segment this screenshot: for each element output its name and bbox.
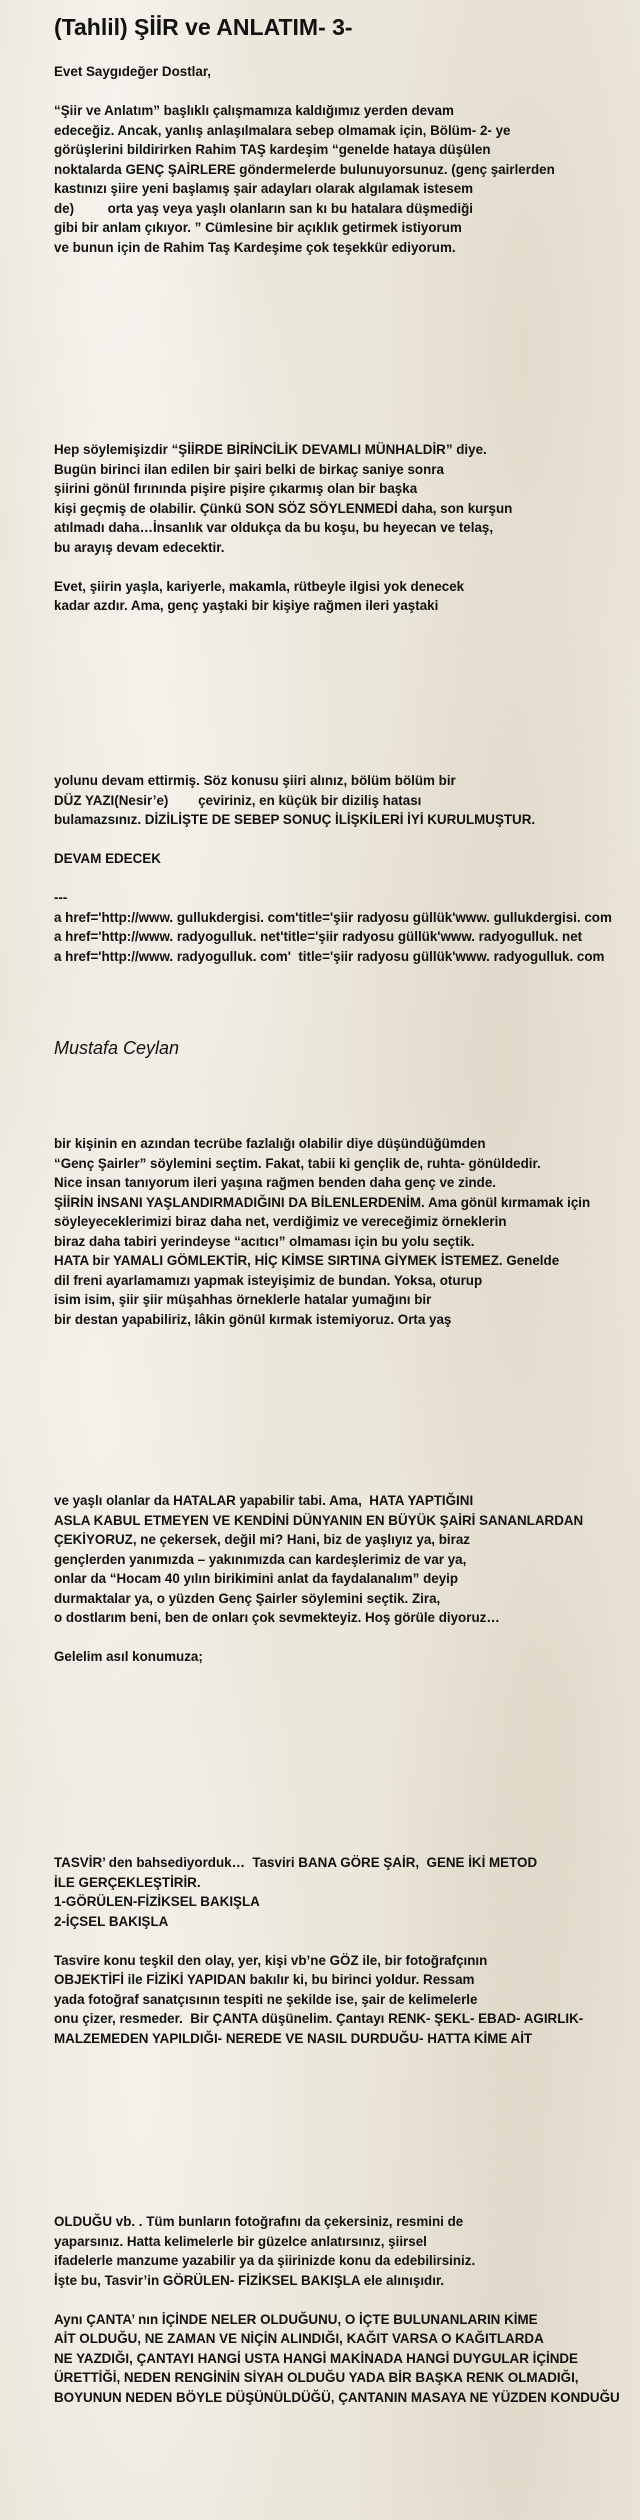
text-line: ÇEKİYORUZ, ne çekersek, değil mi? Hani, biz de yaşlıyız ya, biraz [54, 1532, 470, 1547]
text-line: BOYUNUN NEDEN BÖYLE DÜŞÜNÜLDÜĞÜ, ÇANTANIN MASAYA NE YÜZDEN KONDUĞU [54, 2389, 620, 2405]
text-line [54, 869, 640, 889]
text-line: OBJEKTİFİ ile FİZİKİ YAPIDAN bakılır ki, bu birinci yoldur. Ressam [54, 1972, 475, 1987]
text-line: NE YAZDIĞI, ÇANTAYI HANGİ USTA HANGİ MAKİNADA HANGİ DUYGULAR İÇİNDE [54, 2350, 578, 2366]
text-line: Aynı ÇANTA’ nın İÇİNDE NELER OLDUĞUNU, O İÇTE BULUNANLARIN KİME [54, 2311, 538, 2327]
text-line: --- [54, 890, 68, 905]
text-line: biraz daha tabiri yerindeyse “acıtıcı” olmaması için bu yolu seçtik. [54, 1233, 475, 1249]
text-line: a href='http://www. radyogulluk. com' title='şiir radyosu güllük'www. radyogulluk. com [54, 948, 605, 964]
text-line: bu arayış devam edecektir. [54, 539, 225, 555]
text-line: görüşlerini bildirirken Rahim TAŞ kardeşim “genelde hataya düşülen [54, 142, 491, 157]
text-line: ve yaşlı olanlar da HATALAR yapabilir tabi. Ama, HATA YAPTIĞINI [54, 1493, 474, 1508]
text-line: “Genç Şairler” söylemini seçtim. Fakat, tabii ki gençlik de, ruhta- gönüldedir. [54, 1155, 541, 1171]
text-line: a href='http://www. radyogulluk. net'title='şiir radyosu güllük'www. radyogulluk. net [54, 929, 583, 944]
text-line: noktalarda GENÇ ŞAİRLERE göndermelerde bulunuyorsunuz. (genç şairlerden [54, 161, 555, 177]
text-line: onlar da “Hocam 40 yılın birikimini anlat da faydalanalım” deyip [54, 1571, 459, 1586]
text-line: İşte bu, Tasvir’in GÖRÜLEN- FİZİKSEL BAKIŞLA ele alınışıdır. [54, 2272, 445, 2288]
text-line: ve bunun için de Rahim Taş Kardeşime çok teşekkür ediyorum. [54, 239, 456, 255]
text-line: TASVİR’ den bahsediyorduk… Tasviri BANA GÖRE ŞAİR, GENE İKİ METOD [54, 1855, 538, 1870]
text-line: OLDUĞU vb. . Tüm bunların fotoğrafını da çekersiniz, resmini de [54, 2214, 464, 2229]
text-line [54, 557, 640, 577]
text-line: bir kişinin en azından tecrübe fazlalığı olabilir diye düşündüğümden [54, 1136, 486, 1151]
text-line: dil freni ayarlamamızı yapmak isteyişimiz de bundan. Yoksa, oturup [54, 1272, 483, 1288]
text-line: edeceğiz. Ancak, yanlış anlaşılmalara sebep olmamak için, Bölüm- 2- ye [54, 122, 511, 138]
text-line: Bugün birinci ilan edilen bir şairi belki de birkaç saniye sonra [54, 461, 444, 477]
text-line: atılmadı daha…İnsanlık var oldukça da bu koşu, bu heyecan ve telaş, [54, 520, 494, 535]
text-line: 1-GÖRÜLEN-FİZİKSEL BAKIŞLA [54, 1894, 260, 1909]
text-line: o dostlarım beni, ben de onları çok sevmekteyiz. Hoş görüle diyoruz… [54, 1610, 500, 1625]
text-line: a href='http://www. gullukdergisi. com'title='şiir radyosu güllük'www. gullukdergisi. com [54, 909, 612, 925]
text-line: gibi bir anlam çıkıyor. ” Cümlesine bir açıklık getirmek istiyorum [54, 220, 462, 235]
text-line: kişi geçmiş de olabilir. Çünkü SON SÖZ SÖYLENMEDİ daha, son kurşun [54, 500, 513, 516]
text-line: DÜZ YAZI(Nesir’e) çeviriniz, en küçük bir diziliş hatası [54, 792, 422, 808]
text-line: 2-İÇSEL BAKIŞLA [54, 1913, 169, 1929]
text-line: ÜRETTİĞİ, NEDEN RENGİNİN SİYAH OLDUĞU YADA BİR BAŞKA RENK OLMADIĞI, [54, 2370, 579, 2385]
text-line: AİT OLDUĞU, NE ZAMAN VE NİÇİN ALINDIĞI, KAĞIT VARSA O KAĞITLARDA [54, 2331, 544, 2346]
text-line: ASLA KABUL ETMEYEN VE KENDİNİ DÜNYANIN EN BÜYÜK ŞAİRİ SANANLARDAN [54, 1512, 584, 1528]
text-section-5 [54, 1491, 640, 1667]
text-line: Gelelim asıl konumuza; [54, 1649, 203, 1664]
text-section-2 [54, 440, 640, 616]
text-section-3 [54, 771, 640, 966]
text-line: HATA bir YAMALI GÖMLEKTİR, HİÇ KİMSE SIRTINA GİYMEK İSTEMEZ. Genelde [54, 1253, 560, 1268]
text-line: ifadelerle manzume yazabilir ya da şiirinizde konu da edebilirsiniz. [54, 2253, 476, 2268]
text-line: isim isim, şiir şiir müşahhas örneklerle hatalar yumağını bir [54, 1292, 432, 1307]
text-line [54, 830, 640, 850]
text-line: onu çizer, resmeder. Bir ÇANTA düşünelim. Çantayı RENK- ŞEKL- EBAD- AGIRLIK- [54, 2011, 584, 2026]
text-line [54, 1931, 640, 1951]
text-line: Evet, şiirin yaşla, kariyerle, makamla, rütbeyle ilgisi yok denecek [54, 578, 465, 594]
text-line: durmaktalar ya, o yüzden Genç Şairler söylemini seçtik. Zira, [54, 1590, 441, 1606]
text-line: yada fotoğraf sanatçısının tespiti ne şekilde ise, şair de kelimelerle [54, 1991, 478, 2007]
text-line: kastınızı şiire yeni başlamış şair adayları olarak algılamak istesem [54, 181, 474, 196]
text-line: söyleyeceklerimizi biraz daha net, verdiğimiz ve vereceğimiz örneklerin [54, 1214, 507, 1229]
text-line: Tasvire konu teşkil den olay, yer, kişi vb’ne GÖZ ile, bir fotoğrafçının [54, 1952, 488, 1968]
text-section-6 [54, 1853, 640, 2048]
text-line: de) orta yaş veya yaşlı olanların san kı bu hatalara düşmediği [54, 200, 473, 216]
text-line: bir destan yapabiliriz, lâkin gönül kırmak istemiyoruz. Orta yaş [54, 1311, 452, 1327]
text-line: MALZEMEDEN YAPILDIĞI- NEREDE VE NASIL DURDUĞU- HATTA KİME AİT [54, 2030, 533, 2046]
author-name: Mustafa Ceylan [54, 1038, 180, 1058]
text-line [54, 82, 640, 102]
text-section-1 [54, 62, 640, 257]
text-line: Nice insan tanıyorum ileri yaşına rağmen benden daha genç ve zinde. [54, 1175, 497, 1190]
text-line: İLE GERÇEKLEŞTİRİR. [54, 1874, 201, 1890]
text-line: kadar azdır. Ama, genç yaştaki bir kişiye rağmen ileri yaştaki [54, 598, 439, 613]
text-section-4 [54, 1134, 640, 1329]
text-line: ŞİİRİN İNSANI YAŞLANDIRMADIĞINI DA BİLENLERDENİM. Ama gönül kırmamak için [54, 1194, 591, 1210]
text-line [54, 2290, 640, 2310]
text-line: yolunu devam ettirmiş. Söz konusu şiiri alınız, bölüm bölüm bir [54, 773, 456, 788]
text-line [54, 1628, 640, 1648]
text-section-7 [54, 2212, 640, 2407]
text-line: Evet Saygıdeğer Dostlar, [54, 64, 212, 79]
text-line: yaparsınız. Hatta kelimelerle bir güzelce anlatırsınız, şiirsel [54, 2233, 427, 2249]
article-title: (Tahlil) ŞİİR ve ANLATIM- 3- [54, 14, 353, 40]
text-line: gençlerden yanımızda – yakınımızda can kardeşlerimiz de var ya, [54, 1551, 467, 1567]
text-line: bulamazsınız. DİZİLİŞTE DE SEBEP SONUÇ İLİŞKİLERİ İYİ KURULMUŞTUR. [54, 812, 536, 827]
text-line: DEVAM EDECEK [54, 851, 161, 866]
text-line: “Şiir ve Anlatım” başlıklı çalışmamıza kaldığımız yerden devam [54, 103, 454, 118]
text-line: Hep söylemişizdir “ŞİİRDE BİRİNCİLİK DEVAMLI MÜNHALDİR” diye. [54, 442, 487, 457]
text-line: şiirini gönül fırınında pişire pişire çıkarmış olan bir başka [54, 481, 418, 496]
